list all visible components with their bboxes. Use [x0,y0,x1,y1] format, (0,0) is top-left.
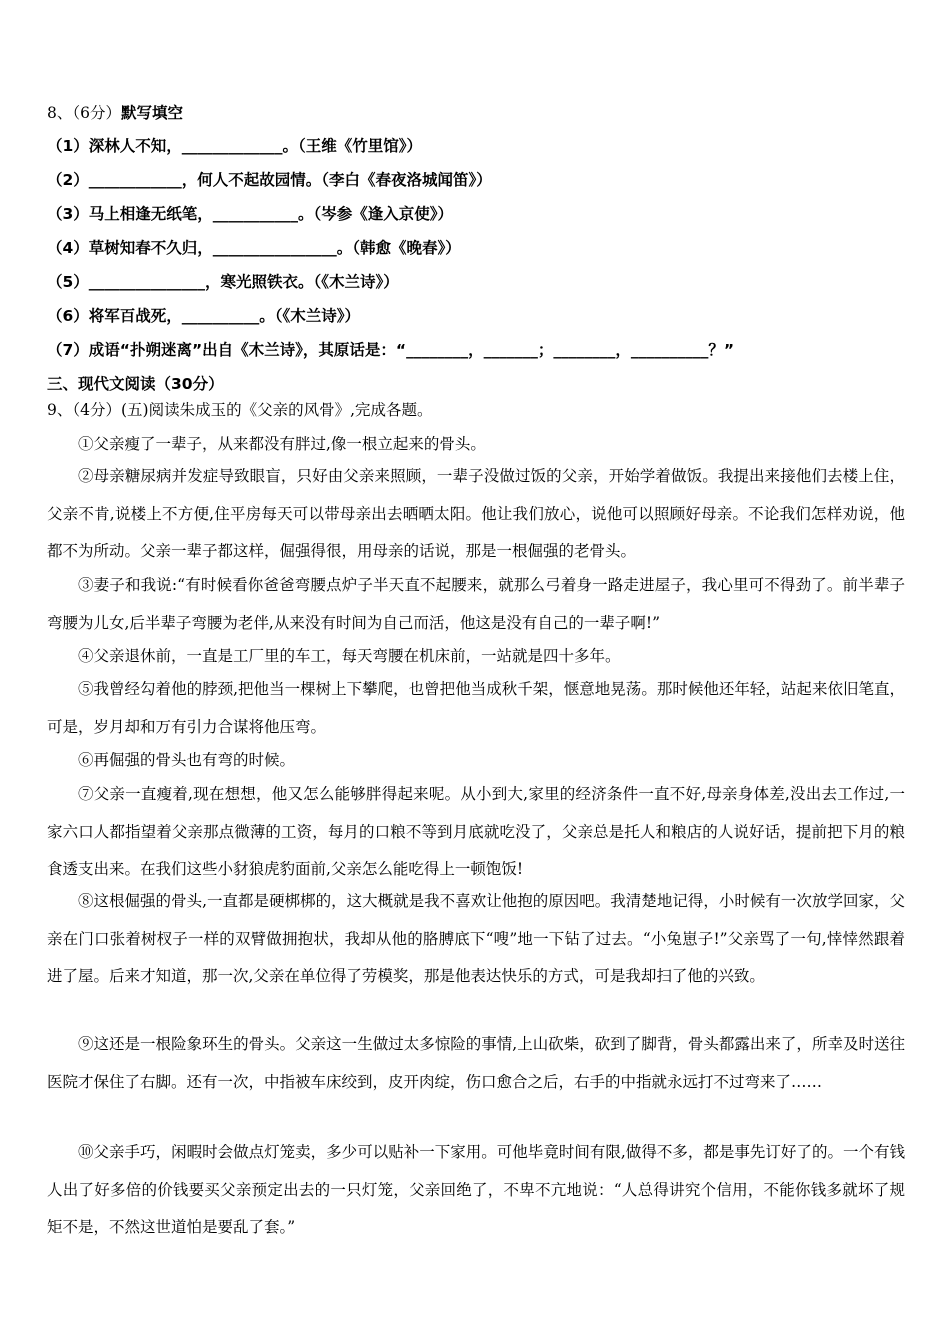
paragraph-3: ③妻子和我说:“有时候看你爸爸弯腰点炉子半天直不起腰来，就那么弓着身一路走进屋子，我心里可不得劲了。前半辈子弯腰为儿女,后半辈子弯腰为老伴,从来没有时间为自己而活，他这是没有自己的一辈子啊!” [47,576,905,632]
paragraph-1: ①父亲瘦了一辈子，从来都没有胖过,像一根立起来的骨头。 [78,435,486,453]
q8-header-prefix: 8、（6分） [47,104,121,122]
paragraph-2: ②母亲糖尿病并发症导致眼盲，只好由父亲来照顾，一辈子没做过饭的父亲，开始学着做饭。我提出来接他们去楼上住，父亲不肯,说楼上不方便,住平房每天可以带母亲出去晒晒太阳。他让我们放心，说他可以照顾好母亲。不论我们怎样劝说，他都不为所动。父亲一辈子都这样，倔强得很，用母亲的话说，那是一根倔强的老骨头。 [47,467,905,560]
paragraph-5: ⑤我曾经勾着他的脖颈,把他当一棵树上下攀爬，也曾把他当成秋千架，惬意地晃荡。那时候他还年轻，站起来依旧笔直，可是，岁月却和万有引力合谋将他压弯。 [47,680,905,736]
paragraph-4: ④父亲退休前，一直是工厂里的车工，每天弯腰在机床前，一站就是四十多年。 [78,647,621,665]
q8-item-2: （2）____________，何人不起故园情。（李白《春夜洛城闻笛》） [47,171,492,189]
paragraph-8: ⑧这根倔强的骨头,一直都是硬梆梆的，这大概就是我不喜欢让他抱的原因吧。我清楚地记得，小时候有一次放学回家，父亲在门口张着树杈子一样的双臂做拥抱状，我却从他的胳膊底下“嗖”地一下钻了过去。“小兔崽子!”父亲骂了一句,悻悻然跟着进了屋。后来才知道，那一次,父亲在单位得了劳模奖，那是他表达快乐的方式，可是我却扫了他的兴致。 [47,892,905,985]
q8-item-6: （6）将军百战死，__________。（《木兰诗》） [47,307,361,325]
q8-item-5: （5）_______________，寒光照铁衣。（《木兰诗》） [47,273,399,291]
paragraph-6: ⑥再倔强的骨头也有弯的时候。 [78,751,296,769]
q8-header-title: 默写填空 [120,104,183,122]
q9-header: 9、（4分）(五)阅读朱成玉的《父亲的风骨》,完成各题。 [47,401,433,419]
q8-item-4: （4）草树知春不久归，________________。（韩愈《晚春》） [47,239,461,257]
paragraph-7: ⑦父亲一直瘦着,现在想想，他又怎么能够胖得起来呢。从小到大,家里的经济条件一直不好,母亲身体差,没出去工作过,一家六口人都指望着父亲那点微薄的工资，每月的口粮不等到月底就吃没了，父亲总是托人和粮店的人说好话，提前把下月的粮食透支出来。在我们这些小豺狼虎豹面前,父亲怎么能吃得上一顿饱饭! [47,785,905,878]
q8-item-3: （3）马上相逢无纸笔，___________。（岑参《逢入京使》） [47,205,454,223]
section-title: 三、现代文阅读（30分） [47,375,224,393]
paragraph-10: ⑩父亲手巧，闲暇时会做点灯笼卖，多少可以贴补一下家用。可他毕竟时间有限,做得不多，都是事先订好了的。一个有钱人出了好多倍的价钱要买父亲预定出去的一只灯笼，父亲回绝了，不卑不亢地说：“人总得讲究个信用，不能你钱多就坏了规矩不是，不然这世道怕是要乱了套。” [47,1143,905,1236]
paragraph-9: ⑨这还是一根险象环生的骨头。父亲这一生做过太多惊险的事情,上山砍柴，砍到了脚背，骨头都露出来了，所幸及时送往医院才保住了右脚。还有一次，中指被车床绞到，皮开肉绽，伤口愈合之后，右手的中指就永远打不过弯来了…… [47,1035,905,1091]
q8-item-7: （7）成语“扑朔迷离”出自《木兰诗》，其原话是：“________，_______；________，__________？” [47,341,735,359]
q8-header [47,102,183,124]
q8-item-1: （1）深林人不知，_____________。（王维《竹里馆》） [47,137,423,155]
